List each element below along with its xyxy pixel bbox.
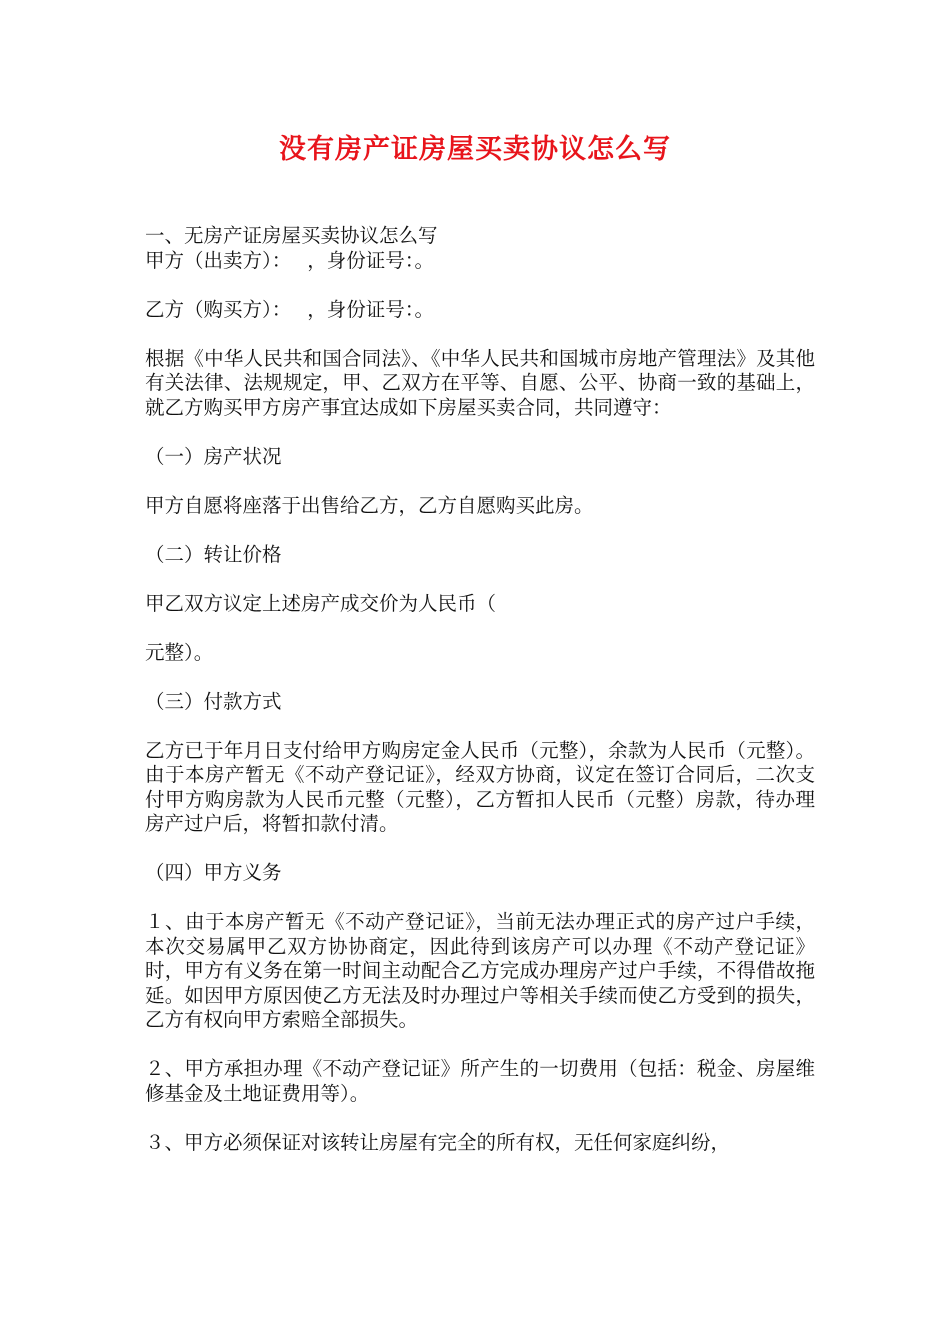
party-a-line: 甲方（出卖方）： ，身份证号：。	[145, 248, 434, 272]
clause-heading-obligations: （四）甲方义务	[145, 861, 282, 884]
party-b-line: 乙方（购买方）： ，身份证号：。	[145, 297, 434, 321]
section-heading: 一、无房产证房屋买卖协议怎么写	[145, 224, 438, 247]
document-body	[145, 224, 815, 1180]
property-paragraph: 甲方自愿将座落于出售给乙方，乙方自愿购买此房。	[145, 493, 594, 517]
obligation-item-2: ２、甲方承担办理《不动产登记证》所产生的一切费用（包括：税金、房屋维修基金及土地证费用等）。	[145, 1057, 815, 1105]
document-title: 没有房产证房屋买卖协议怎么写	[279, 134, 671, 165]
obligation-item-3: ３、甲方必须保证对该转让房屋有完全的所有权，无任何家庭纠纷，	[145, 1130, 731, 1154]
clause-heading-price: （二）转让价格	[145, 542, 282, 566]
price-paragraph: 甲乙双方议定上述房产成交价为人民币（	[145, 591, 497, 615]
clause-heading-property: （一）房产状况	[145, 444, 282, 468]
price-paragraph-continued: 元整）。	[145, 640, 214, 664]
clause-heading-payment: （三）付款方式	[145, 689, 282, 713]
payment-paragraph: 乙方已于年月日支付给甲方购房定金人民币（元整），余款为人民币（元整）。由于本房产暂无《不动产登记证》，经双方协商，议定在签订合同后，二次支付甲方购房款为人民币元整（元整），乙方暂扣人民币（元整）房款，待办理房产过户后，将暂扣款付清。	[145, 738, 815, 835]
obligation-item-1: １、由于本房产暂无《不动产登记证》，当前无法办理正式的房产过户手续，本次交易属甲乙双方协协商定，因此待到该房产可以办理《不动产登记证》时，甲方有义务在第一时间主动配合乙方完成办理房产过户手续，不得借故拖延。如因甲方原因使乙方无法及时办理过户等相关手续而使乙方受到的损失，乙方有权向甲方索赔全部损失。	[145, 910, 815, 1031]
preamble-paragraph: 根据《中华人民共和国合同法》、《中华人民共和国城市房地产管理法》及其他有关法律、法规规定，甲、乙双方在平等、自愿、公平、协商一致的基础上，就乙方购买甲方房产事宜达成如下房屋买卖合同，共同遵守：	[145, 346, 815, 419]
